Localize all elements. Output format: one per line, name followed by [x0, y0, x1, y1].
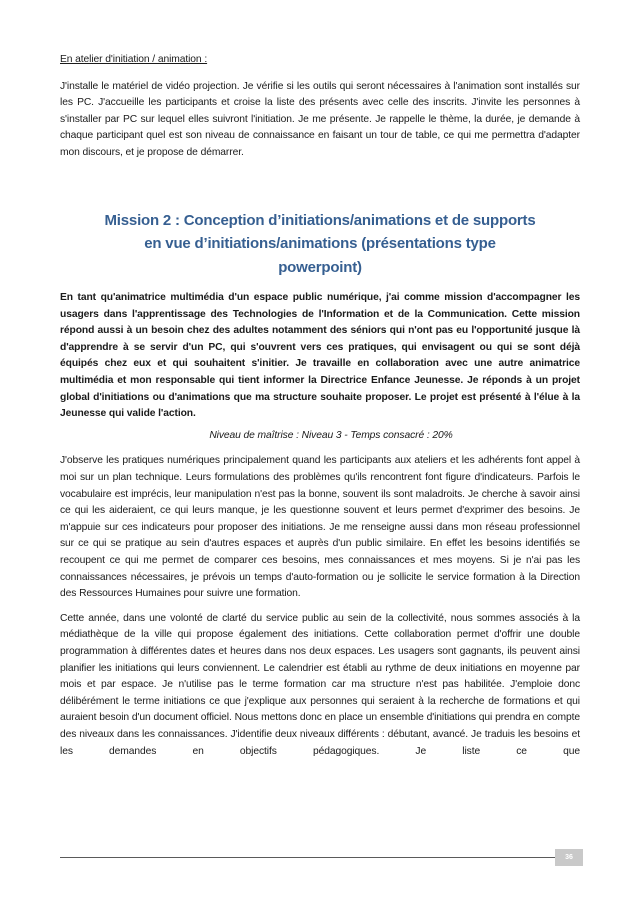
body-paragraph: Cette année, dans une volonté de clarté du service public au sein de la collectivité, nous sommes associés à la médiathèque de la ville qui propose également des initiations. Cette collaboration permet d'offrir une double programmation à différentes dates et heures dans nos deux espaces. Les usagers sont gagnants, ils peuvent ainsi planifier les initiations qui leurs conviennent. Le calendrier est établi au rythme de deux initiations en moyenne par mois et par espace. Je n'utilise pas le terme formation car ma structure n'est pas habilitée. J'emploie donc délibérément le terme initiations ce que j'explique aux personnes qui seraient à la recherche de formations et qui auraient besoin d'un document officiel. Nous mettons donc en place un ensemble d'initiations qui prendra en compte des niveaux dans les connaissances. J'identifie deux niveaux différents : débutant, avancé. Je traduis les besoins et les demandes en objectifs pédagogiques. Je liste ce que	[60, 612, 580, 757]
footer-rule	[60, 857, 582, 858]
mission-intro-paragraph: En tant qu'animatrice multimédia d'un espace public numérique, j'ai comme mission d'accompagner les usagers dans l'apprentissage des Technologies de l'Information et de la Communication. Cette mission répond aussi à un besoin chez des adultes notamment des séniors qui n'ont pas eu l'opportunité jusque là d'apprendre à se servir d'un PC, qui s'ouvrent vers ces pratiques, qui envisagent ou qui se sont déjà équipés chez eux et qui souhaitent s'initier. Je travaille en collaboration avec une autre animatrice multimédia et mon responsable qui tient informer la Directrice Enfance Jeunesse. Je réponds à un projet global d'initiations ou d'animations que ma structure souhaite proposer. Le projet est présenté à l'élue à la Jeunesse qui valide l'action.	[60, 292, 580, 420]
section-label: En atelier d'initiation / animation :	[60, 54, 208, 65]
mission-heading-line: en vue d’initiations/animations (présentations type	[144, 235, 496, 253]
mission-heading	[60, 209, 580, 280]
document-body	[60, 52, 580, 760]
mastery-level-line: Niveau de maîtrise : Niveau 3 - Temps consacré : 20%	[209, 429, 453, 441]
mission-heading-line: powerpoint)	[278, 258, 362, 276]
mission-heading-line: Mission 2 : Conception d’initiations/animations et de supports	[104, 211, 536, 229]
intro-paragraph: J'installe le matériel de vidéo projection. Je vérifie si les outils qui seront nécessaires à l'animation sont installés sur les PC. J'accueille les participants et croise la liste des présents avec celle des inscrits. J'invite les personnes à s'installer par PC sur lequel elles suivront l'initiation. Je me présente. Je rappelle le thème, la durée, je demande à chaque participant quel est son niveau de connaissance en faisant un tour de table, ce qui me permettra d'adapter mon discours, et je propose de démarrer.	[60, 80, 580, 158]
page-number-badge: 36	[555, 849, 583, 866]
body-paragraph: J'observe les pratiques numériques principalement quand les participants aux ateliers et les adhérents font appel à moi sur un plan technique. Leurs formulations des problèmes qu'ils rencontrent font figure d'indicateurs. Parfois le vocabulaire est imprécis, leur manipulation n'est pas la bonne, souvent ils sont maladroits. Je cherche à savoir ainsi ce qui les aideraient, ce qui leurs manque, je les questionne souvent et leurs permet d'exprimer des besoins. Je m'appuie sur ces indicateurs pour proposer des initiations. Je me renseigne aussi dans mon réseau professionnel sur ce qui se pratique au sein d'autres espaces et auprès d'un public similaire. En effet les besoins identifiés se recoupent ce qui me permet de comparer ces besoins, mes connaissances et mes moyens. Si je n'ai pas les connaissances nécessaires, je prévois un temps d'auto-formation ou je sollicite le service formation à la Direction des Ressources Humaines pour suivre une formation.	[60, 455, 580, 600]
